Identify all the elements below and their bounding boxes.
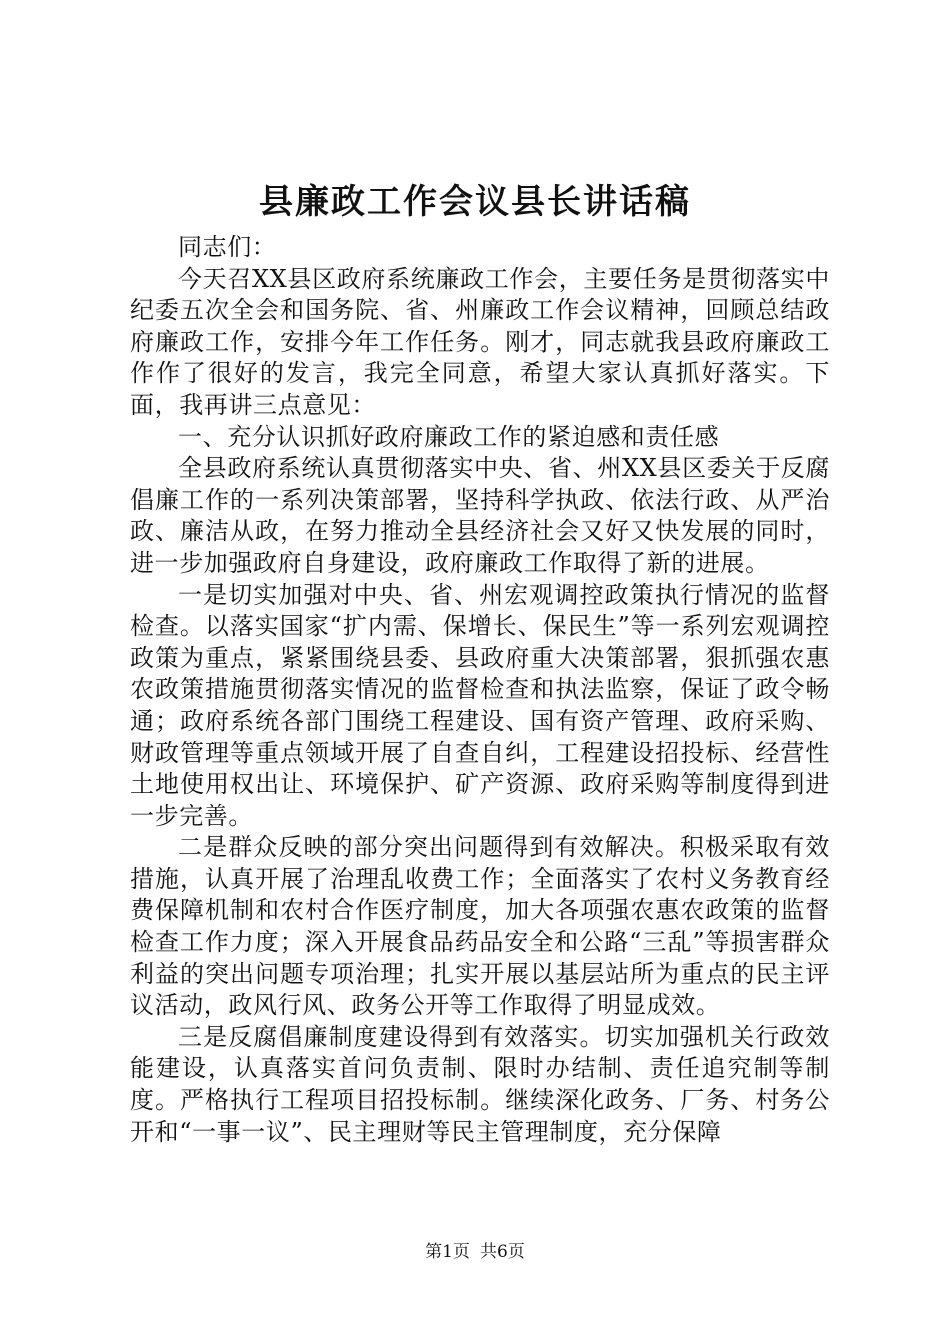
paragraph-point-2: 二是群众反映的部分突出问题得到有效解决。积极采取有效措施，认真开展了治理乱收费工作；全面落实了农村义务教育经费保障机制和农村合作医疗制度，加大各项强农惠农政策的监督检查工作力度；深入开展食品药品安全和公路“三乱”等损害群众利益的突出问题专项治理；扎实开展以基层站所为重点的民主评议活动，政风行风、政务公开等工作取得了明显成效。 <box>130 833 830 1020</box>
section-heading-1: 一、充分认识抓好政府廉政工作的紧迫感和责任感 <box>178 422 720 451</box>
document-title: 县廉政工作会议县长讲话稿 <box>259 182 691 222</box>
paragraph-salutation: 同志们： <box>178 233 277 261</box>
document-body <box>130 232 830 1148</box>
paragraph-point-1: 一是切实加强对中央、省、州宏观调控政策执行情况的监督检查。以落实国家“扩内需、保增长、保民生”等一系列宏观调控政策为重点，紧紧围绕县委、县政府重大决策部署，狠抓强农惠农政策措施贯彻落实情况的监督检查和执法监察，保证了政令畅通；政府系统各部门围绕工程建设、国有资产管理、政府采购、财政管理等重点领域开展了自查自纠，工程建设招投标、经营性土地使用权出让、环境保护、矿产资源、政府采购等制度得到进一步完善。 <box>130 580 830 830</box>
page-footer <box>0 1240 950 1264</box>
paragraph-point-3: 三是反腐倡廉制度建设得到有效落实。切实加强机关行政效能建设，认真落实首问负责制、限时办结制、责任追究制等制度。严格执行工程项目招投标制。继续深化政务、厂务、村务公开和“一事一议”、民主理财等民主管理制度，充分保障 <box>130 1022 830 1146</box>
page-number-current: 第1页 <box>425 1242 470 1262</box>
page-number-total: 共6页 <box>480 1242 525 1262</box>
paragraph-progress: 全县政府系统认真贯彻落实中央、省、州XX县区委关于反腐倡廉工作的一系列决策部署，坚持科学执政、依法行政、从严治政、廉洁从政，在努力推动全县经济社会又好又快发展的同时，进一步加强政府自身建设，政府廉政工作取得了新的进展。 <box>130 454 830 577</box>
paragraph-intro: 今天召XX县区政府系统廉政工作会，主要任务是贯彻落实中纪委五次全会和国务院、省、州廉政工作会议精神，回顾总结政府廉政工作，安排今年工作任务。刚才，同志就我县政府廉政工作作了很好的发言，我完全同意，希望大家认真抓好落实。下面，我再讲三点意见： <box>130 264 830 419</box>
